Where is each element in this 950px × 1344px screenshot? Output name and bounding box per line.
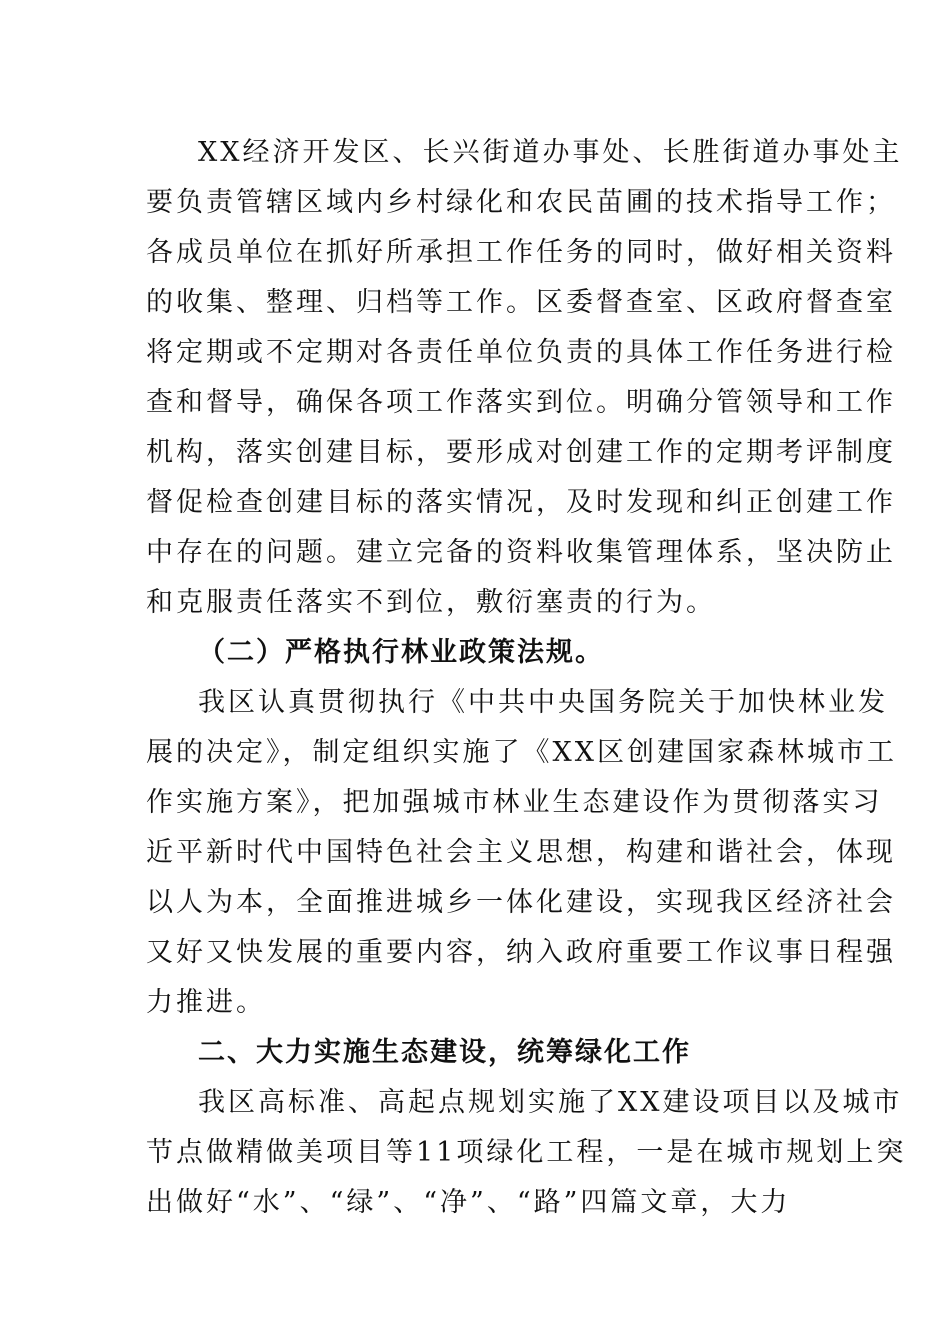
paragraph-2-line-5: 以人为本，全面推进城乡一体化建设，实现我区经济社会 <box>146 887 896 918</box>
paragraph-1-line-4: 的收集、整理、归档等工作。区委督查室、区政府督查室 <box>146 287 896 318</box>
paragraph-2-line-2: 展的决定》，制定组织实施了《XX区创建国家森林城市工 <box>146 737 897 768</box>
paragraph-2-line-6: 又好又快发展的重要内容，纳入政府重要工作议事日程强 <box>146 937 896 968</box>
paragraph-1-line-6: 查和督导，确保各项工作落实到位。明确分管领导和工作 <box>146 387 896 418</box>
paragraph-2-line-7: 力推进。 <box>146 987 266 1018</box>
paragraph-2-line-4: 近平新时代中国特色社会主义思想，构建和谐社会，体现 <box>146 837 896 868</box>
section-heading: 二、大力实施生态建设，统筹绿化工作 <box>198 1037 691 1068</box>
paragraph-1-line-2: 要负责管辖区域内乡村绿化和农民苗圃的技术指导工作； <box>146 187 896 218</box>
paragraph-1-line-5: 将定期或不定期对各责任单位负责的具体工作任务进行检 <box>146 337 896 368</box>
paragraph-1-line-7: 机构，落实创建目标，要形成对创建工作的定期考评制度 <box>146 437 896 468</box>
paragraph-1-line-9: 中存在的问题。建立完备的资料收集管理体系，坚决防止 <box>146 537 896 568</box>
paragraph-3-line-1: 我区高标准、高起点规划实施了XX建设项目以及城市 <box>198 1087 903 1118</box>
paragraph-3-line-3: 出做好“水”、“绿”、“净”、“路”四篇文章，大力 <box>146 1187 791 1218</box>
paragraph-2-line-1: 我区认真贯彻执行《中共中央国务院关于加快林业发 <box>198 687 888 718</box>
paragraph-1-line-1: XX经济开发区、长兴街道办事处、长胜街道办事处主 <box>198 137 903 168</box>
paragraph-3-line-2: 节点做精做美项目等11项绿化工程，一是在城市规划上突 <box>146 1137 907 1168</box>
paragraph-1-line-10: 和克服责任落实不到位，敷衍塞责的行为。 <box>146 587 716 618</box>
paragraph-2-line-3: 作实施方案》，把加强城市林业生态建设作为贯彻落实习 <box>146 787 883 818</box>
paragraph-1-line-8: 督促检查创建目标的落实情况，及时发现和纠正创建工作 <box>146 487 896 518</box>
paragraph-1-line-3: 各成员单位在抓好所承担工作任务的同时，做好相关资料 <box>146 237 896 268</box>
subheading: （二）严格执行林业政策法规。 <box>198 637 604 668</box>
